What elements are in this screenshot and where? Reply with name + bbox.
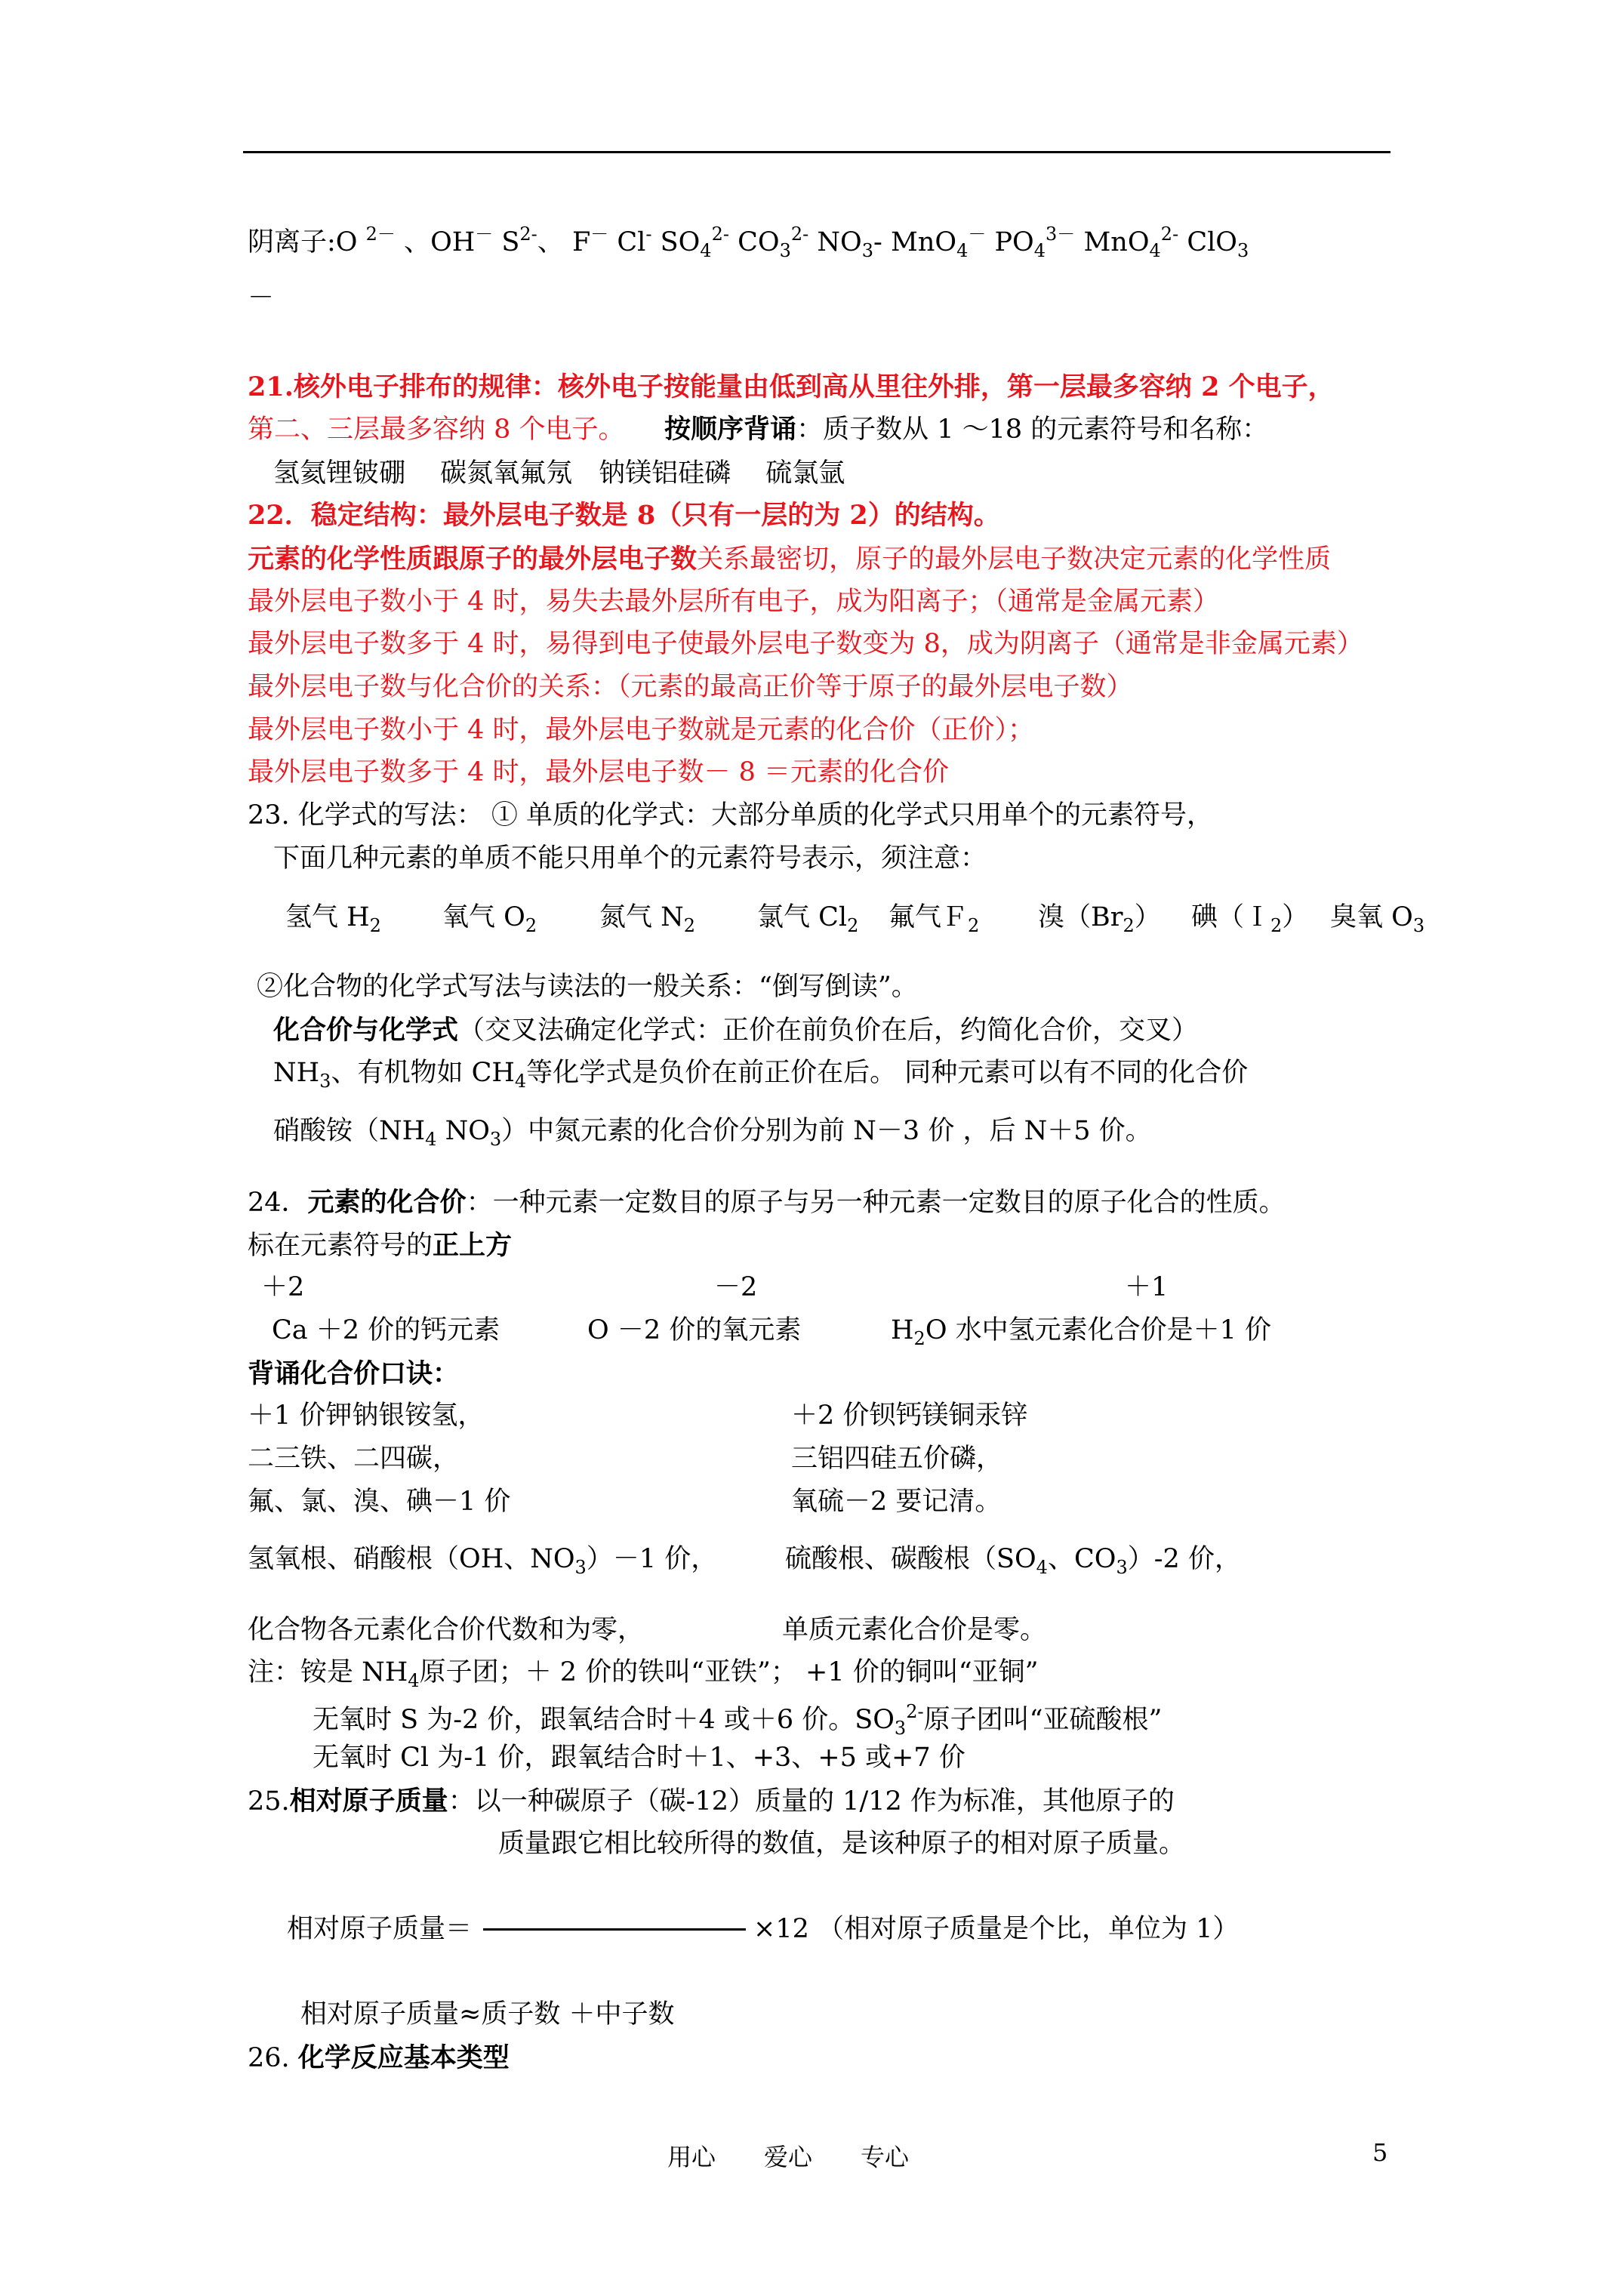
- header-rule: [243, 151, 1390, 153]
- elem-o3: 臭氧 $O_3$: [1330, 902, 1425, 936]
- s23-line2: 下面几种元素的单质不能只用单个的元素符号表示，须注意：: [273, 843, 987, 874]
- page-number: 5: [1372, 2138, 1388, 2167]
- s24-line2: 标在元素符号的正上方: [248, 1230, 513, 1261]
- s23-line6: $NH_3$、有机物如 $CH_4$等化学式是负价在前正价在后。 同种元素可以有不同的化合价: [273, 1058, 1249, 1092]
- elem-i2: 碘（Ｉ$_2$）: [1191, 902, 1309, 936]
- note-2: 无氧时 S 为-2 价，跟氧结合时＋4 或＋6 价。$SO_3^{2-}$原子团叫“亚硫酸根”: [313, 1701, 1163, 1739]
- elem-cl2: 氯气 $Cl_2$: [757, 902, 859, 936]
- elem-h2: 氢气 $H_2$: [285, 902, 381, 936]
- note-3: 无氧时 Cl 为-1 价，跟氧结合时＋1、+3、+5 或+7 价: [313, 1743, 965, 1773]
- valence-h: ＋1: [1125, 1272, 1169, 1302]
- elem-f2: 氟气Ｆ$_2$: [888, 902, 980, 936]
- approx-formula: 相对原子质量≈质子数 ＋中子数: [300, 1999, 675, 2029]
- example-o: O －2 价的氧元素: [587, 1315, 802, 1345]
- mnemonic-2-left: 二三铁、二四碳，: [248, 1444, 460, 1474]
- s22-line3: 最外层电子数小于 4 时，易失去最外层所有电子，成为阳离子；（通常是金属元素）: [248, 587, 1220, 617]
- mnemonic-1-left: ＋1 价钾钠银铵氢，: [248, 1401, 485, 1431]
- example-h2o: $H_2O$ 水中氢元素化合价是＋1 价: [891, 1315, 1272, 1349]
- formula-left: 相对原子质量＝: [287, 1914, 473, 1944]
- formula-right: ×12 （相对原子质量是个比，单位为 1）: [753, 1914, 1240, 1944]
- fraction-bar: [483, 1928, 746, 1931]
- s21-line2: 第二、三层最多容纳 8 个电子。 按顺序背诵：质子数从 1 ～18 的元素符号和名称：: [248, 414, 1269, 445]
- mnemonic-3-right: 氧硫－2 要记清。: [791, 1487, 1002, 1517]
- s22-line4: 最外层电子数多于 4 时，易得到电子使最外层电子数变为 8，成为阴离子（通常是非金属元素）: [248, 629, 1363, 659]
- mnemonic-title: 背诵化合价口诀：: [248, 1358, 460, 1389]
- mnemonic-2-right: 三铝四硅五价磷，: [791, 1444, 1003, 1474]
- elem-br2: 溴$(Br_2)$: [1038, 902, 1161, 936]
- s23-line1: 23. 化学式的写法： ① 单质的化学式：大部分单质的化学式只用单个的元素符号，: [248, 800, 1214, 831]
- radical-1-left: 氢氧根、硝酸根（OH、$NO_3)-1$ 价，: [248, 1544, 718, 1578]
- rule-element: 单质元素化合价是零。: [782, 1615, 1047, 1645]
- s22-line2: 元素的化学性质跟原子的最外层电子数关系最密切，原子的最外层电子数决定元素的化学性质: [248, 544, 1332, 575]
- valence-o: －2: [714, 1272, 758, 1302]
- s22-line5: 最外层电子数与化合价的关系：（元素的最高正价等于原子的最外层电子数）: [248, 672, 1133, 702]
- s22-line1: 22．稳定结构：最外层电子数是 8（只有一层的为 2）的结构。: [248, 500, 1000, 531]
- valence-ca: ＋2: [261, 1272, 305, 1302]
- footer-motto: 用心 爱心 专心: [667, 2143, 910, 2171]
- elem-n2: 氮气 $N_2$: [599, 902, 696, 936]
- s21-line3: 氢氦锂铍硼 碳氮氧氟氖 钠镁铝硅磷 硫氯氩: [273, 458, 845, 488]
- radical-1-right: 硫酸根、碳酸根（$SO_4$、$CO_3)-2$ 价，: [785, 1544, 1241, 1578]
- anion-line-wrap: －: [248, 283, 275, 313]
- note-1: 注：铵是 $NH_4$原子团；＋ 2 价的铁叫“亚铁”； +1 价的铜叫“亚铜”: [248, 1657, 1039, 1691]
- s22-line7: 最外层电子数多于 4 时，最外层电子数－ 8 ＝元素的化合价: [248, 757, 950, 787]
- mnemonic-1-right: ＋2 价钡钙镁铜汞锌: [791, 1401, 1028, 1431]
- s26-heading: 26. 化学反应基本类型: [248, 2042, 510, 2073]
- s21-line1: 21.核外电子排布的规律：核外电子按能量由低到高从里往外排，第一层最多容纳 2 个电子，: [248, 371, 1335, 402]
- s25-line1: 25.相对原子质量：以一种碳原子（碳-12）质量的 1/12 作为标准，其他原子的: [248, 1786, 1175, 1817]
- s24-line1: 24．元素的化合价：一种元素一定数目的原子与另一种元素一定数目的原子化合的性质。: [248, 1187, 1286, 1218]
- elem-o2: 氧气 $O_2$: [442, 902, 537, 936]
- anion-line: 阴离子:O $^{2-}$ 、OH－ $S^{2-}$、 F－ Cl- $SO_4^{2-}$ $CO_3^{2-}$ $NO_3-$ MnO$_4$－ $PO_4^{3-}$ MnO$_4^{2-}$ ClO$_3$: [248, 223, 1249, 261]
- mnemonic-3-left: 氟、氯、溴、碘－1 价: [248, 1487, 511, 1517]
- s23-line7: 硝酸铵（$NH_4$ $NO_3$）中氮元素的化合价分别为前 N－3 价 ，后 N＋5 价。: [273, 1116, 1152, 1150]
- rule-compound: 化合物各元素化合价代数和为零，: [248, 1615, 645, 1645]
- s25-line2: 质量跟它相比较所得的数值，是该种原子的相对原子质量。: [498, 1829, 1186, 1859]
- s22-line6: 最外层电子数小于 4 时，最外层电子数就是元素的化合价（正价）；: [248, 715, 1035, 745]
- s23-line5: 化合价与化学式（交叉法确定化学式：正价在前负价在后，约简化合价，交叉）: [273, 1015, 1199, 1046]
- example-ca: Ca ＋2 价的钙元素: [272, 1315, 500, 1345]
- s23-line4: ②化合物的化学式写法与读法的一般关系：“倒写倒读”。: [257, 972, 918, 1002]
